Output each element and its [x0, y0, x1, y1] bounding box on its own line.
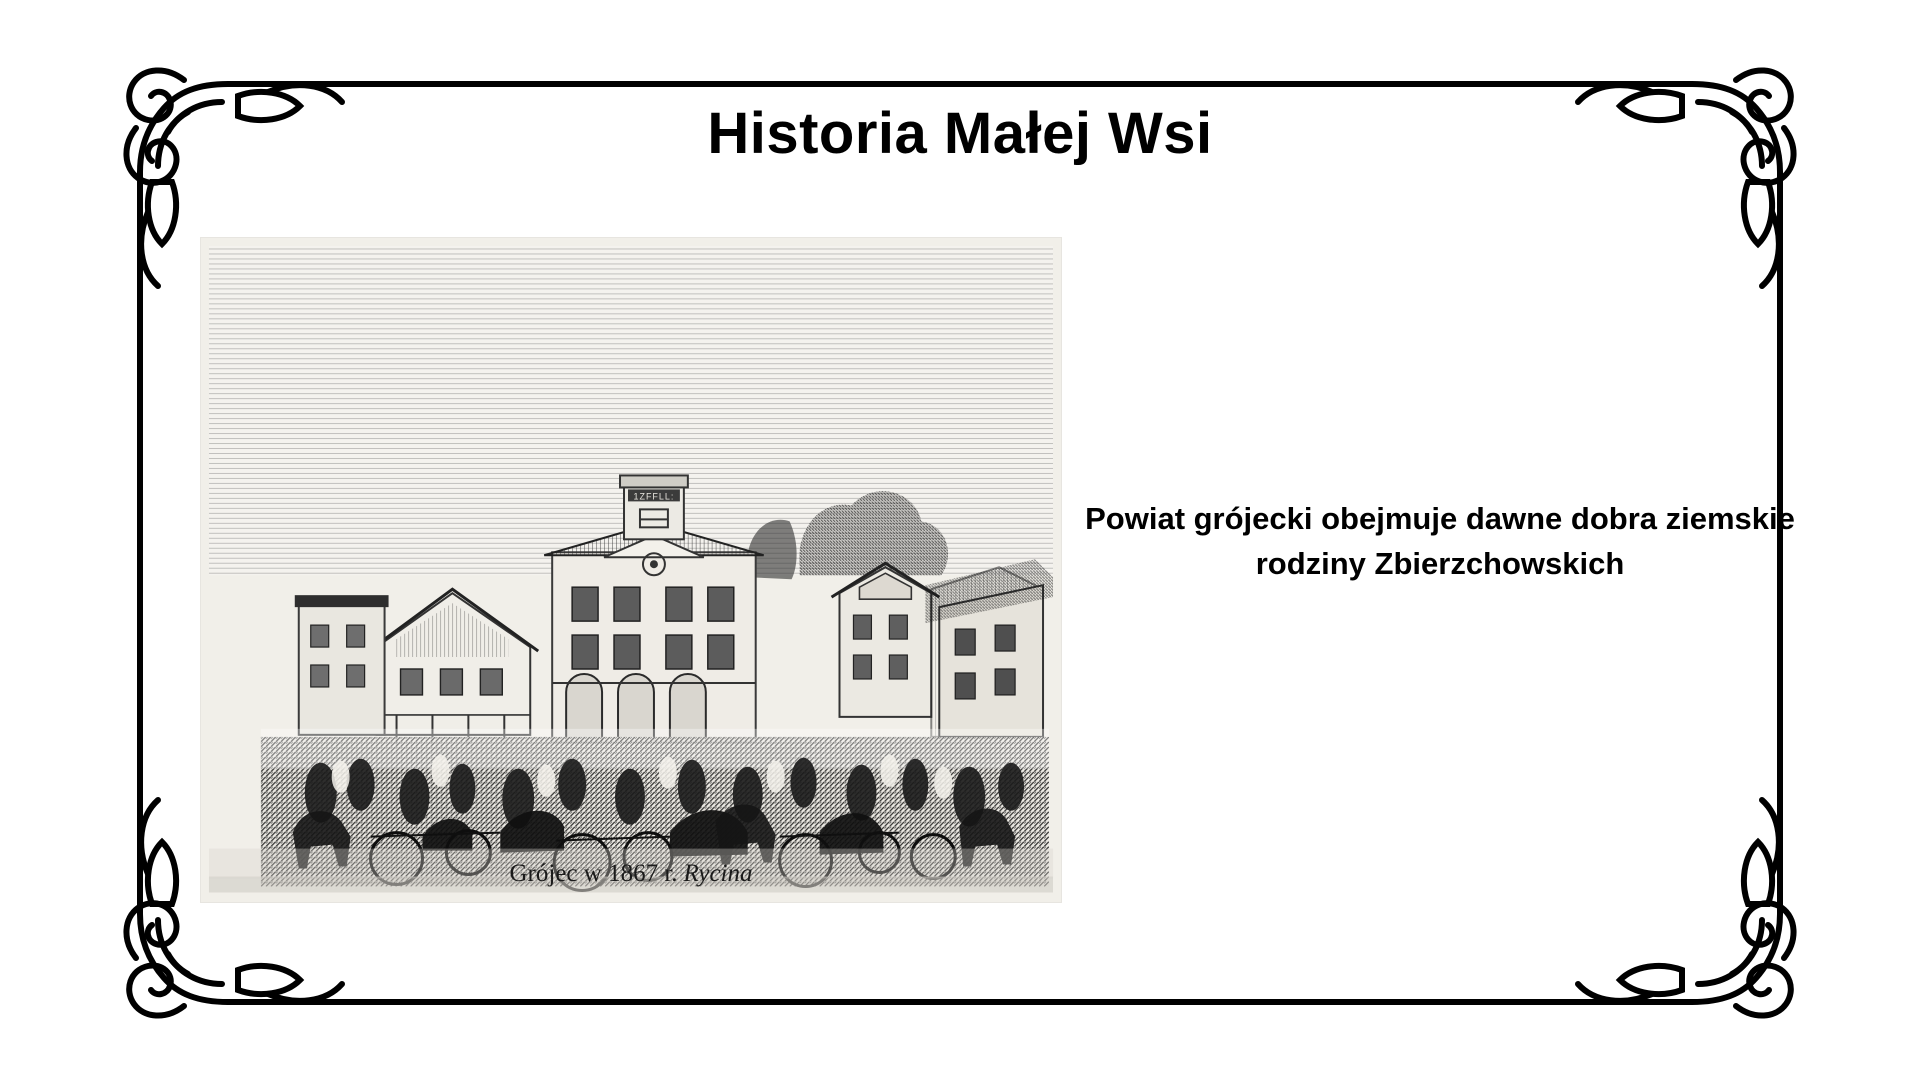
page-title: Historia Małej Wsi: [707, 101, 1213, 166]
caption-italic: Rycina: [683, 860, 753, 887]
caption-main: Grójec w 1867 r.: [509, 860, 678, 887]
image-caption: [201, 860, 1061, 888]
body-text: Powiat grójecki obejmuje dawne dobra ziemskie rodziny Zbierzchowskich: [1085, 501, 1795, 581]
grojec-engraving-image: [200, 237, 1062, 903]
svg-text:1ZFFLL:: 1ZFFLL:: [633, 491, 675, 502]
